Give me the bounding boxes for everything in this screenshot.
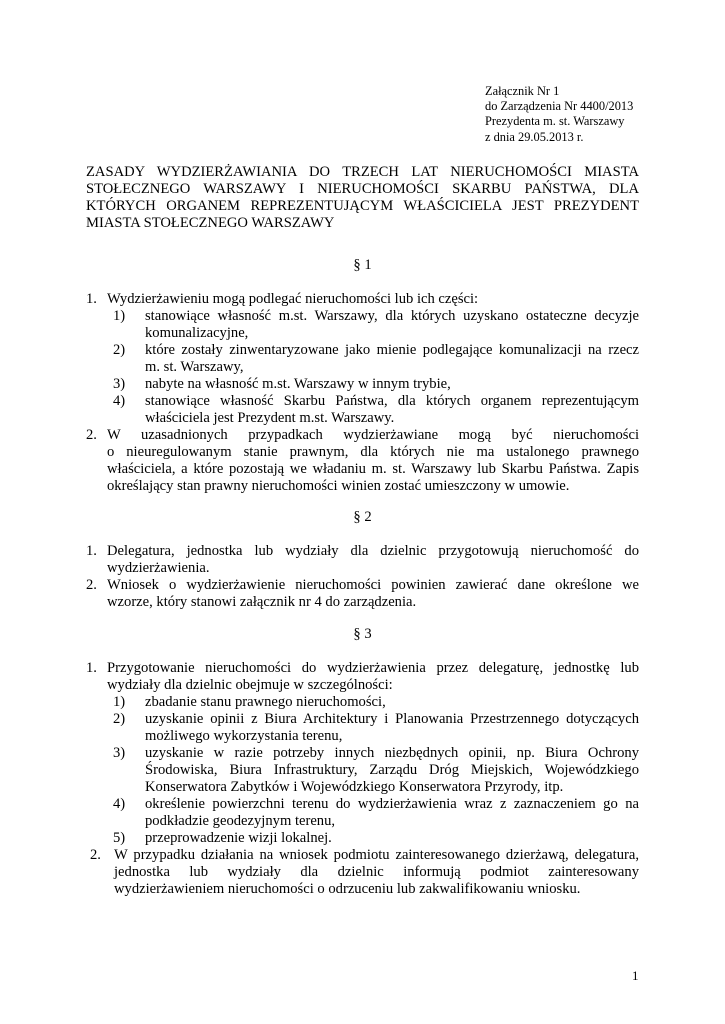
section-heading-3: § 3	[353, 626, 372, 642]
ordinance-date: z dnia 29.05.2013 r.	[485, 129, 584, 144]
list-item-number: 2)	[113, 711, 126, 727]
paragraph-text: wydzierżawienia.	[107, 560, 210, 576]
document-title	[86, 164, 639, 232]
section-heading-2: § 2	[353, 509, 372, 525]
paragraph-text: W uzasadnionych przypadkach wydzierżawiane mogą być nieruchomości	[107, 427, 639, 443]
list-item-text: właściciela jest Prezydent m.st. Warszawy.	[145, 410, 395, 426]
list-item-number: 5)	[113, 830, 126, 846]
list-item-number: 1)	[113, 694, 126, 710]
list-item-text: określenie powierzchni terenu do wydzierżawienia wraz z zaznaczeniem go na	[145, 796, 639, 812]
list-item-text: przeprowadzenie wizji lokalnej.	[145, 830, 332, 846]
list-item-text: podkładzie geodezyjnym terenu,	[145, 813, 336, 829]
ordinance-reference: do Zarządzenia Nr 4400/2013	[485, 99, 634, 114]
list-item-number: 4)	[113, 393, 126, 409]
list-item-text: uzyskanie opinii z Biura Architektury i Planowania Przestrzennego dotyczących	[145, 711, 639, 727]
paragraph-text: o nieuregulowanym stanie prawnym, dla których nie ma ustalonego prawnego	[107, 444, 639, 460]
list-item-text: Konserwatora Zabytków i Wojewódzkiego Konserwatora Przyrody, itp.	[145, 779, 564, 795]
list-item-text: komunalizacyjne,	[145, 325, 249, 341]
paragraph-text: wydzierżawieniem nieruchomości o odrzuceniu lub zakwalifikowaniu wniosku.	[114, 881, 581, 897]
issuer: Prezydenta m. st. Warszawy	[485, 114, 625, 129]
title-line: STOŁECZNEGO WARSZAWY I NIERUCHOMOŚCI SKARBU PAŃSTWA, DLA	[86, 181, 639, 197]
paragraph-text: określający stan prawny nieruchomości winien zostać umieszczony w umowie.	[107, 478, 570, 494]
list-item-number: 3)	[113, 745, 126, 761]
paragraph-text: wydziały dla dzielnic obejmuje w szczególności:	[107, 677, 393, 693]
paragraph-text: Wydzierżawieniu mogą podlegać nieruchomości lub ich części:	[107, 291, 479, 307]
paragraph-text: właściciela, a które pozostają we władaniu m. st. Warszawy lub Skarbu Państwa. Zapis	[107, 461, 639, 477]
paragraph-text: Delegatura, jednostka lub wydziały dla dzielnic przygotowują nieruchomość do	[107, 543, 639, 559]
list-item-text: uzyskanie w razie potrzeby innych niezbędnych opinii, np. Biura Ochrony	[145, 745, 639, 761]
paragraph-text: W przypadku działania na wniosek podmiotu zainteresowanego dzierżawą, delegatura,	[114, 847, 639, 863]
paragraph-number: 2.	[90, 847, 101, 863]
list-item-text: stanowiące własność m.st. Warszawy, dla których uzyskano ostateczne decyzje	[145, 308, 639, 324]
title-line: MIASTA STOŁECZNEGO WARSZAWY	[86, 215, 335, 231]
list-item-number: 4)	[113, 796, 126, 812]
paragraph-text: jednostka lub wydziały dla dzielnic informują podmiot zainteresowany	[114, 864, 639, 880]
list-item-text: stanowiące własność Skarbu Państwa, dla których organem reprezentującym	[145, 393, 639, 409]
list-item-number: 2)	[113, 342, 126, 358]
paragraph-number: 1.	[86, 291, 97, 307]
paragraph-number: 2.	[86, 427, 97, 443]
paragraph-text: Przygotowanie nieruchomości do wydzierżawienia przez delegaturę, jednostkę lub	[107, 660, 639, 676]
paragraph-number: 2.	[86, 577, 97, 593]
section-heading-1: § 1	[353, 257, 372, 273]
title-line: KTÓRYCH ORGANEM REPREZENTUJĄCYM WŁAŚCICIELA JEST PREZYDENT	[86, 198, 639, 214]
list-item-text: m. st. Warszawy,	[145, 359, 244, 375]
page-number: 1	[632, 968, 639, 983]
paragraph-number: 1.	[86, 660, 97, 676]
paragraph-number: 1.	[86, 543, 97, 559]
list-item-text: które zostały zinwentaryzowane jako mienie podlegające komunalizacji na rzecz	[145, 342, 639, 358]
attachment-header	[485, 84, 633, 145]
title-line: ZASADY WYDZIERŻAWIANIA DO TRZECH LAT NIERUCHOMOŚCI MIASTA	[86, 164, 639, 180]
paragraph-text: Wniosek o wydzierżawienie nieruchomości powinien zawierać dane określone we	[107, 577, 639, 593]
list-item-text: możliwego wykorzystania terenu,	[145, 728, 343, 744]
paragraph-text: wzorze, który stanowi załącznik nr 4 do zarządzenia.	[107, 594, 417, 610]
list-item-text: nabyte na własność m.st. Warszawy w innym trybie,	[145, 376, 451, 392]
list-item-number: 1)	[113, 308, 126, 324]
list-item-text: zbadanie stanu prawnego nieruchomości,	[145, 694, 386, 710]
list-item-number: 3)	[113, 376, 126, 392]
list-item-text: Środowiska, Biura Infrastruktury, Zarządu Dróg Miejskich, Wojewódzkiego	[145, 762, 639, 778]
attachment-number: Załącznik Nr 1	[485, 84, 560, 98]
